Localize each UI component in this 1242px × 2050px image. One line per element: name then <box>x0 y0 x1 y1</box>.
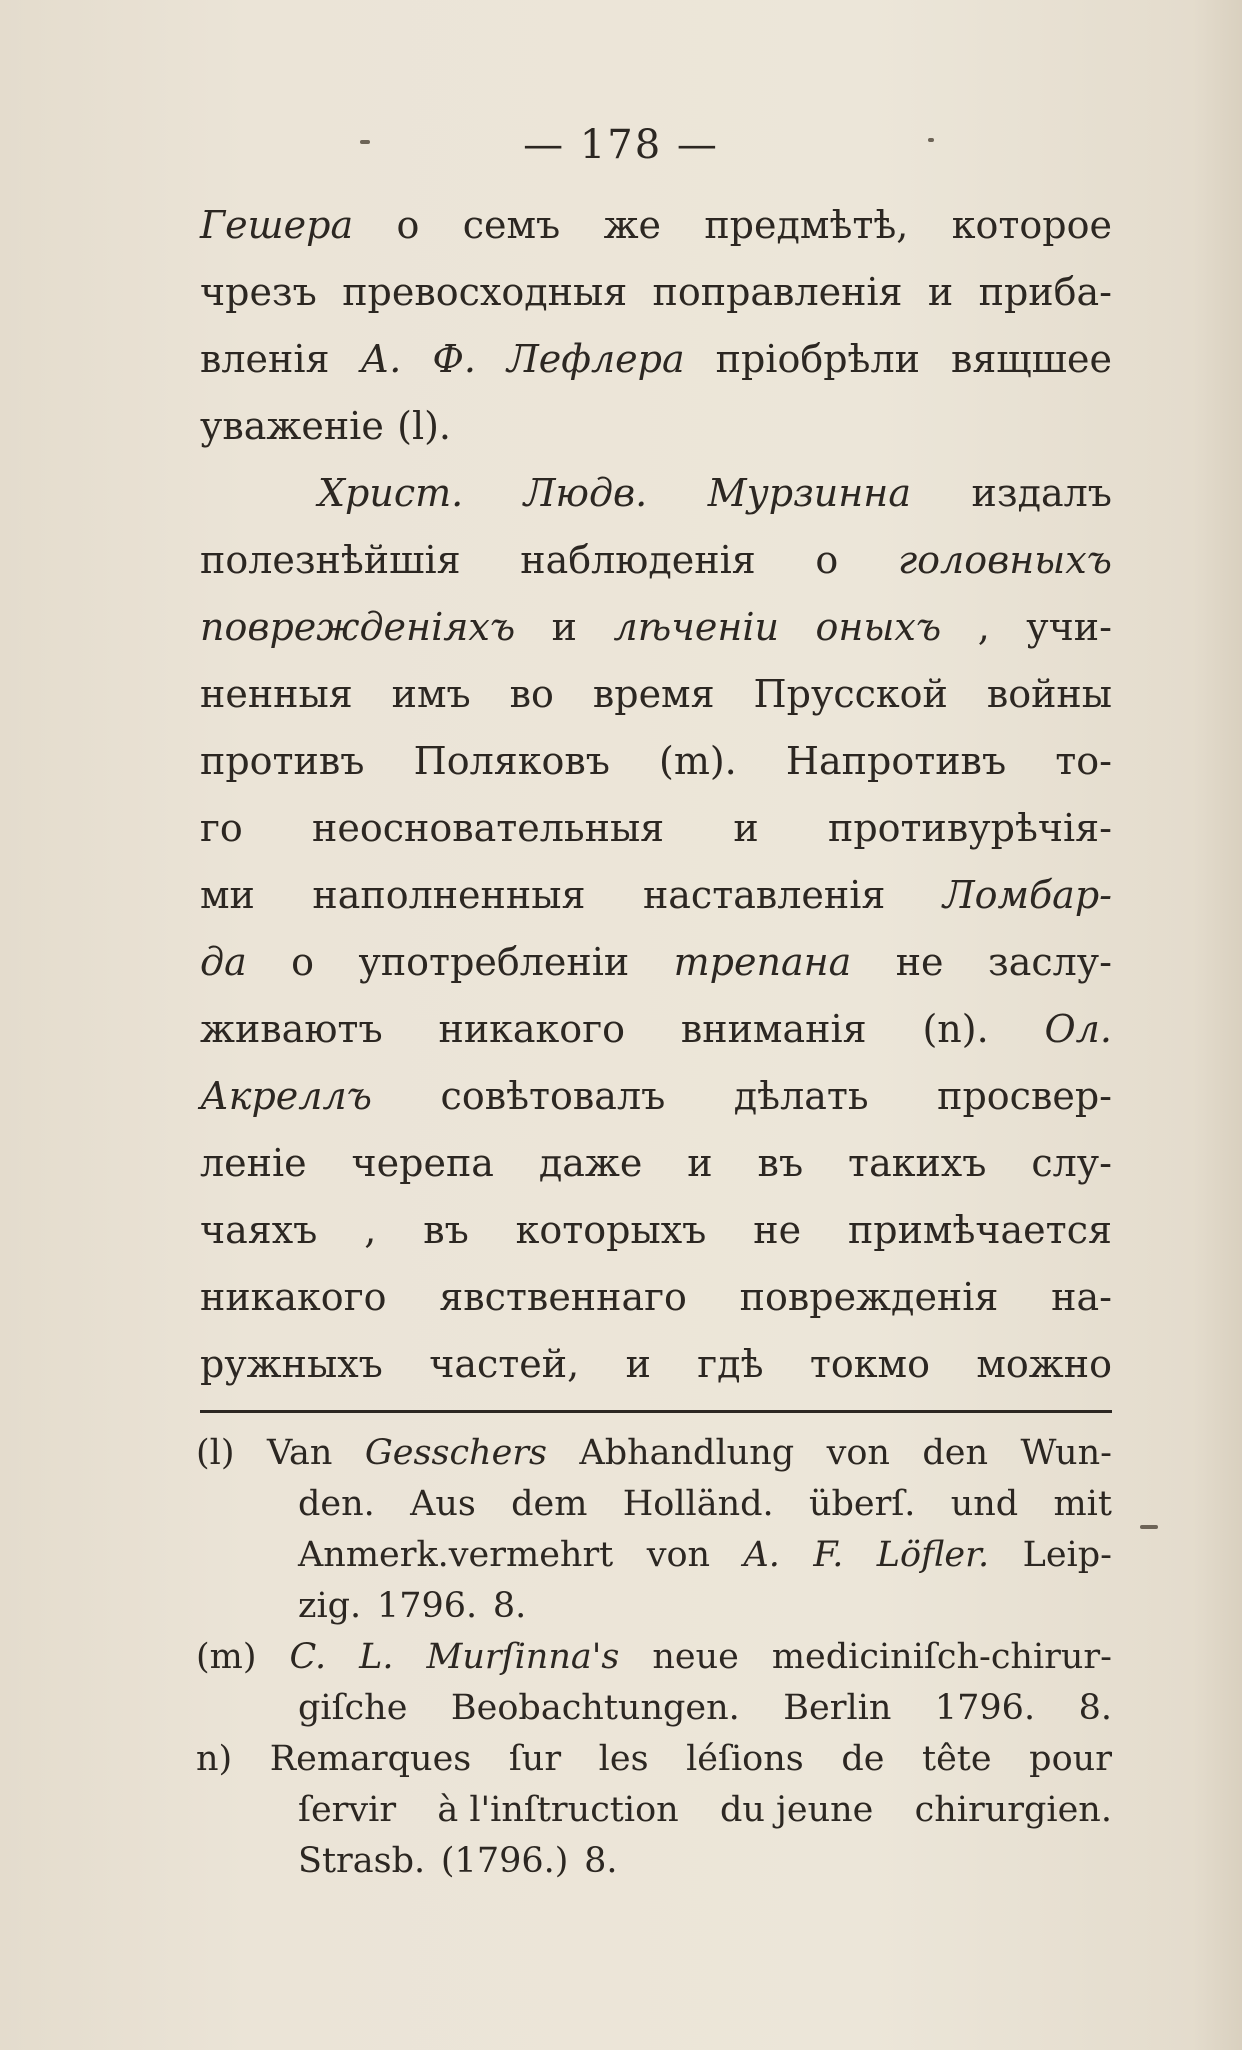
word: го <box>200 806 243 850</box>
word: ружныхъ <box>200 1342 383 1386</box>
word: полезнѣйшія <box>200 538 461 582</box>
word: вниманія <box>680 1007 867 1051</box>
word: чрезъ <box>200 270 317 314</box>
word: имъ <box>391 672 471 716</box>
word: чаяхъ <box>200 1208 318 1252</box>
word: и <box>551 605 577 649</box>
word: никакого <box>438 1007 625 1051</box>
word: von <box>826 1433 890 1473</box>
word: den <box>922 1433 989 1473</box>
word: Leip- <box>1022 1535 1112 1575</box>
word: Христ. <box>318 471 464 515</box>
word: время <box>592 672 715 716</box>
word: на- <box>1051 1275 1112 1319</box>
word: о <box>815 538 839 582</box>
word: , <box>364 1208 377 1252</box>
word: и <box>733 806 759 850</box>
word: гдѣ <box>697 1342 764 1386</box>
text-line <box>200 326 1112 393</box>
word: противурѣчія- <box>828 806 1112 850</box>
word: дѣлать <box>733 1074 869 1118</box>
word: Ф. <box>432 337 476 381</box>
footnote-rule <box>200 1410 1112 1413</box>
footnote-line <box>196 1785 1112 1836</box>
word: (l) <box>196 1433 235 1473</box>
word: Ломбар- <box>942 873 1112 917</box>
text-line <box>200 527 1112 594</box>
footnote-line <box>196 1836 1112 1887</box>
text-line <box>200 1264 1112 1331</box>
text-line <box>200 795 1112 862</box>
ink-speck <box>360 140 370 144</box>
word: Gesschers <box>364 1433 547 1473</box>
word: 1796. <box>934 1688 1036 1728</box>
word: Напротивъ <box>785 739 1007 783</box>
word: же <box>603 203 662 247</box>
word: и <box>927 270 954 314</box>
word: леніе <box>200 1141 307 1185</box>
word: Aus <box>410 1484 476 1524</box>
page-number: — 178 — <box>523 122 719 168</box>
word: überſ. <box>808 1484 916 1524</box>
word: L. <box>359 1637 394 1677</box>
text-line <box>200 996 1112 1063</box>
word: оныхъ <box>815 605 942 649</box>
word: pour <box>1029 1739 1112 1779</box>
word: n) <box>196 1739 233 1779</box>
text-line <box>200 661 1112 728</box>
word: употребленіи <box>358 940 630 984</box>
word: токмо <box>809 1342 930 1386</box>
word: Anmerk.vermehrt <box>298 1535 614 1575</box>
word: въ <box>757 1141 804 1185</box>
word: никакого <box>200 1275 387 1319</box>
word: Прусской <box>753 672 948 716</box>
text-line <box>200 192 1112 259</box>
text-line <box>200 1331 1112 1398</box>
word: du jeune <box>719 1790 874 1830</box>
word: chirurgien. <box>914 1790 1112 1830</box>
word: Holländ. <box>622 1484 774 1524</box>
word: такихъ <box>848 1141 987 1185</box>
footnote-line <box>196 1581 1112 1632</box>
word: которое <box>951 203 1112 247</box>
word: Гешера <box>200 203 354 247</box>
word: de <box>841 1739 885 1779</box>
word: противъ <box>200 739 365 783</box>
footnotes <box>196 1428 1112 1887</box>
footnote-line <box>196 1479 1112 1530</box>
word: которыхъ <box>515 1208 707 1252</box>
word: явственнаго <box>439 1275 687 1319</box>
footnote-line <box>196 1683 1112 1734</box>
word: (1796.) <box>440 1841 569 1881</box>
word: und <box>950 1484 1019 1524</box>
word: частей, <box>429 1342 580 1386</box>
word: léſions <box>686 1739 804 1779</box>
footnote-line <box>196 1428 1112 1479</box>
text-line <box>200 728 1112 795</box>
word: 8. <box>1078 1688 1112 1728</box>
word: Murſinna's <box>426 1637 620 1677</box>
word: Людв. <box>523 471 648 515</box>
word: Поляковъ <box>413 739 610 783</box>
footnote <box>196 1428 1112 1632</box>
word: предмѣтѣ, <box>704 203 909 247</box>
word: не <box>895 940 944 984</box>
word: совѣтовалъ <box>440 1074 666 1118</box>
word: zig. <box>298 1586 362 1626</box>
word: (m). <box>659 739 737 783</box>
word: Ол. <box>1044 1007 1112 1051</box>
word: можно <box>976 1342 1112 1386</box>
word: Remarques <box>269 1739 472 1779</box>
ink-speck <box>1140 1525 1158 1529</box>
word: слу- <box>1031 1141 1112 1185</box>
word: neue <box>652 1637 739 1677</box>
word: Акреллъ <box>200 1074 373 1118</box>
word: то- <box>1055 739 1112 783</box>
word: семъ <box>462 203 561 247</box>
word: неосновательныя <box>312 806 665 850</box>
word: наполненныя <box>312 873 586 917</box>
footnote-line <box>196 1530 1112 1581</box>
word: à l'inſtruction <box>437 1790 679 1830</box>
word: войны <box>986 672 1112 716</box>
word: Abhandlung <box>579 1433 795 1473</box>
word: les <box>598 1739 649 1779</box>
word: (m) <box>196 1637 257 1677</box>
word: о <box>291 940 315 984</box>
word: Löfler. <box>876 1535 990 1575</box>
text-line <box>200 1130 1112 1197</box>
word: приба- <box>978 270 1112 314</box>
word: giſche <box>298 1688 408 1728</box>
ink-speck <box>928 138 934 142</box>
text-line <box>200 393 1112 460</box>
word: ненныя <box>200 672 353 716</box>
word: и <box>687 1141 713 1185</box>
text-line <box>200 1197 1112 1264</box>
word: Beobachtungen. <box>450 1688 740 1728</box>
word: Strasb. <box>298 1841 426 1881</box>
word: вящшее <box>950 337 1112 381</box>
word: головныхъ <box>897 538 1112 582</box>
word: живаютъ <box>200 1007 383 1051</box>
word: Wun- <box>1020 1433 1112 1473</box>
word: во <box>509 672 554 716</box>
word: превосходныя <box>342 270 628 314</box>
word: лѣченіи <box>613 605 780 649</box>
word: mediciniſch-chirur- <box>771 1637 1112 1677</box>
word: ми <box>200 873 255 917</box>
word: 8. <box>584 1841 618 1881</box>
word: въ <box>423 1208 469 1252</box>
word: Мурзинна <box>707 471 911 515</box>
word: (n). <box>922 1007 989 1051</box>
word: черепа <box>351 1141 494 1185</box>
word: издалъ <box>971 471 1112 515</box>
footnote <box>196 1632 1112 1734</box>
word: А. <box>360 337 402 381</box>
word: вленія <box>200 337 330 381</box>
word: den. <box>298 1484 375 1524</box>
text-line <box>200 862 1112 929</box>
text-line <box>200 259 1112 326</box>
word: и <box>625 1342 651 1386</box>
word: tête <box>922 1739 992 1779</box>
word: пріобрѣли <box>715 337 920 381</box>
word: (l). <box>397 404 452 448</box>
word: von <box>646 1535 711 1575</box>
footnote-line <box>196 1734 1112 1785</box>
word: 8. <box>492 1586 527 1626</box>
text-line <box>200 594 1112 661</box>
word: mit <box>1053 1484 1112 1524</box>
word: Berlin <box>783 1688 892 1728</box>
word: примѣчается <box>847 1208 1112 1252</box>
word: C. <box>289 1637 327 1677</box>
word: F. <box>813 1535 844 1575</box>
word: A. <box>743 1535 780 1575</box>
word: трепана <box>673 940 852 984</box>
footnote <box>196 1734 1112 1887</box>
word: наставленія <box>642 873 886 917</box>
word: учи- <box>1026 605 1112 649</box>
word: ſur <box>508 1739 562 1779</box>
text-line <box>200 460 1112 527</box>
footnote-line <box>196 1632 1112 1683</box>
text-line <box>200 929 1112 996</box>
word: о <box>396 203 420 247</box>
word: ſervir <box>298 1790 397 1830</box>
word: просвер- <box>937 1074 1112 1118</box>
word: 1796. <box>376 1586 478 1626</box>
main-text <box>200 192 1112 1398</box>
word: заслу- <box>987 940 1112 984</box>
word: поврежденія <box>739 1275 999 1319</box>
text-line <box>200 1063 1112 1130</box>
word: наблюденія <box>520 538 756 582</box>
word: даже <box>538 1141 643 1185</box>
word: уваженіе <box>200 404 384 448</box>
word: , <box>977 605 990 649</box>
word: dem <box>511 1484 588 1524</box>
word: Лефлера <box>507 337 685 381</box>
word: не <box>753 1208 802 1252</box>
word: Van <box>266 1433 333 1473</box>
word: поврежденіяхъ <box>200 605 516 649</box>
word: да <box>200 940 247 984</box>
word: поправленія <box>652 270 903 314</box>
